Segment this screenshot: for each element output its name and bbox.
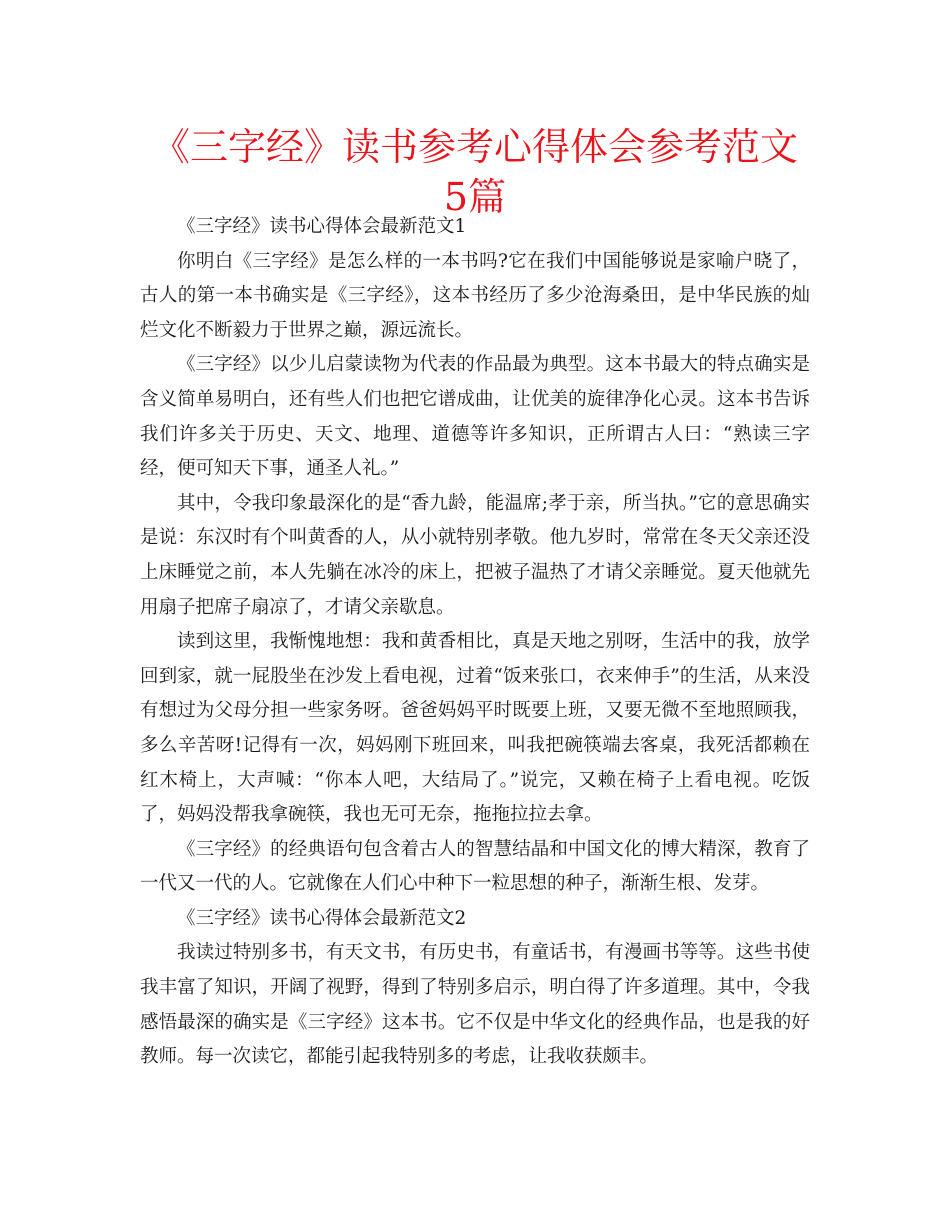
- paragraph: 《三字经》的经典语句包含着古人的智慧结晶和中国文化的博大精深，教育了一代又一代的人。它就像在人们心中种下一粒思想的种子，渐渐生根、发芽。: [140, 838, 810, 895]
- section-heading-1: 《三字经》读书心得体会最新范文1: [177, 216, 467, 237]
- paragraph: 其中，令我印象最深化的是“香九龄，能温席;孝于亲，所当执。”它的意思确实是说：东汉时有个叫黄香的人，从小就特别孝敬。他九岁时，常常在冬天父亲还没上床睡觉之前，本人先躺在冰冷的床上，把被子温热了才请父亲睡觉。夏天他就先用扇子把席子扇凉了，才请父亲歇息。: [140, 492, 810, 618]
- paragraph: 你明白《三字经》是怎么样的一本书吗?它在我们中国能够说是家喻户晓了，古人的第一本书确实是《三字经》，这本书经历了多少沧海桑田，是中华民族的灿烂文化不断毅力于世界之巅，源远流长。: [140, 250, 810, 341]
- paragraph: 《三字经》以少儿启蒙读物为代表的作品最为典型。这本书最大的特点确实是含义简单易明白，还有些人们也把它谱成曲，让优美的旋律净化心灵。这本书告诉我们许多关于历史、天文、地理、道德等许多知识，正所谓古人曰：“熟读三字经，便可知天下事，通圣人礼。”: [140, 354, 810, 480]
- paragraph: 我读过特别多书，有天文书，有历史书，有童话书，有漫画书等等。这些书使我丰富了知识，开阔了视野，得到了特别多启示，明白得了许多道理。其中，令我感悟最深的确实是《三字经》这本书。它不仅是中华文化的经典作品，也是我的好教师。每一次读它，都能引起我特别多的考虑，让我收获颇丰。: [140, 942, 810, 1068]
- section-heading-2: 《三字经》读书心得体会最新范文2: [177, 907, 467, 929]
- paragraph: 读到这里，我惭愧地想：我和黄香相比，真是天地之别呀，生活中的我，放学回到家，就一屁股坐在沙发上看电视，过着“饭来张口，衣来伸手”的生活，从来没有想过为父母分担一些家务呀。爸爸妈妈平时既要上班，又要无微不至地照顾我，多么辛苦呀!记得有一次，妈妈刚下班回来，叫我把碗筷端去客桌，我死活都赖在红木椅上，大声喊：“你本人吧，大结局了。”说完，又赖在椅子上看电视。吃饭了，妈妈没帮我拿碗筷，我也无可无奈，拖拖拉拉去拿。: [140, 631, 810, 826]
- document-body: [140, 210, 810, 1075]
- document-title: 《三字经》读书参考心得体会参考范文5篇: [151, 125, 798, 219]
